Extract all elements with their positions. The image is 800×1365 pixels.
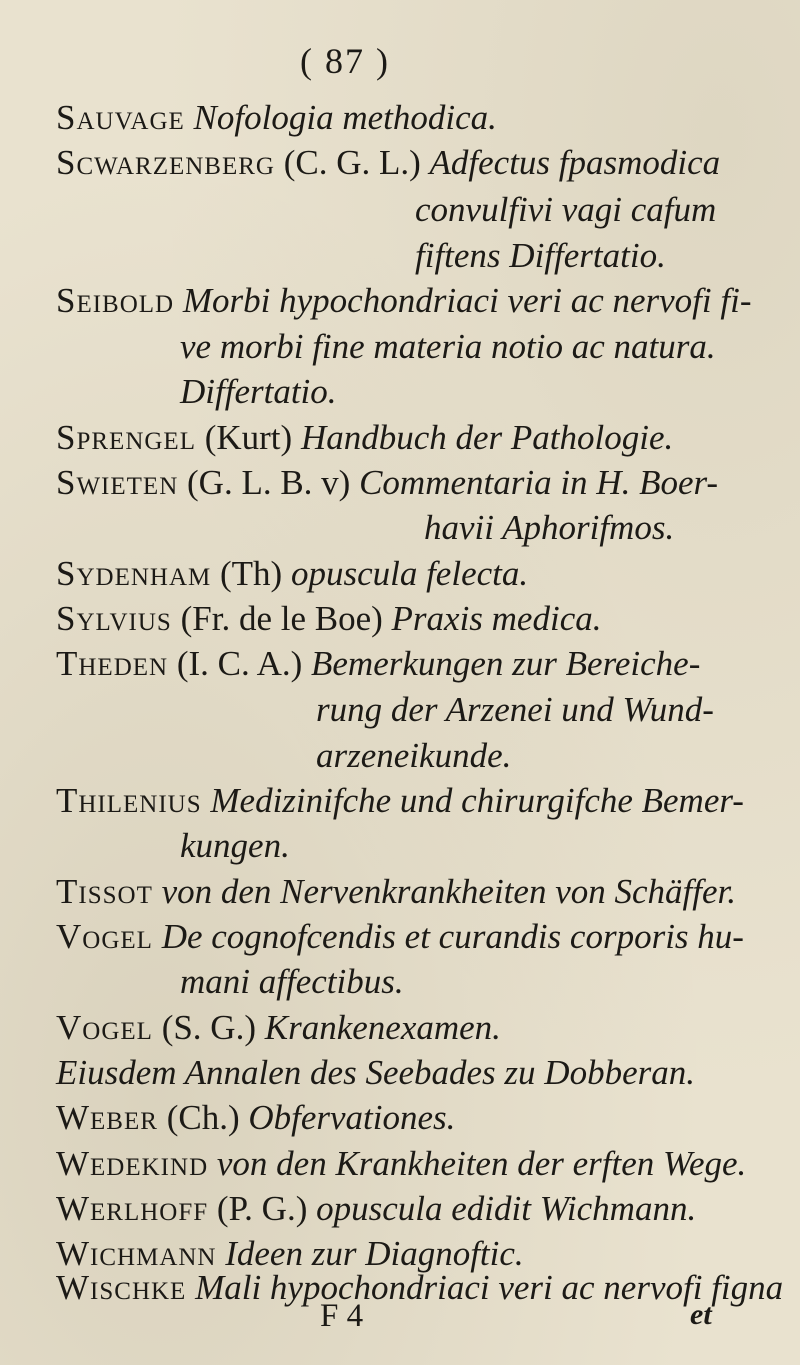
- entry-line: [56, 919, 744, 954]
- catchword: et: [690, 1298, 712, 1331]
- page-number: ( 87 ): [300, 41, 390, 81]
- entry-line: [56, 601, 601, 636]
- entry-author: Wedekind: [56, 1144, 209, 1183]
- entry-line: arzeneikunde.: [316, 736, 512, 775]
- entry-extra: (C. G. L.): [283, 143, 421, 182]
- entry-title: Nofologia methodica.: [193, 98, 497, 137]
- entry-author: Sprengel: [56, 418, 196, 457]
- entry-author: Swieten: [56, 463, 179, 502]
- entry-line: [56, 465, 718, 500]
- entry-title: Obfervationes.: [248, 1098, 456, 1137]
- entry-line: ve morbi fine materia notio ac natura.: [180, 327, 716, 366]
- entry-author: Vogel: [56, 917, 153, 956]
- entry-extra: (G. L. B. v): [187, 463, 351, 502]
- entry-line: rung der Arzenei und Wund-: [316, 690, 714, 729]
- entry-author: Tissot: [56, 872, 153, 911]
- entry-extra: (Kurt): [204, 418, 293, 457]
- entry-author: Weber: [56, 1098, 158, 1137]
- entry-line: Eiusdem Annalen des Seebades zu Dobberan.: [56, 1053, 695, 1092]
- entry-line: [56, 1100, 455, 1135]
- entry-line: [56, 420, 673, 455]
- entry-line: havii Aphorifmos.: [424, 508, 675, 547]
- entry-line: [56, 1010, 501, 1045]
- entry-title: Bemerkungen zur Bereiche-: [311, 644, 701, 683]
- entry-title: von den Nervenkrankheiten von Schäffer.: [161, 872, 736, 911]
- entry-title: opuscula edidit Wichmann.: [316, 1189, 697, 1228]
- entry-title: Morbi hypochondriaci veri ac nervofi fi-: [182, 281, 752, 320]
- entry-title: Krankenexamen.: [264, 1008, 501, 1047]
- entry-extra: (Ch.): [166, 1098, 240, 1137]
- entry-author: Werlhoff: [56, 1189, 209, 1228]
- entry-line: kungen.: [180, 826, 290, 865]
- entry-title: Praxis medica.: [391, 599, 602, 638]
- entry-extra: (Fr. de le Boe): [180, 599, 383, 638]
- entry-line: [56, 646, 700, 681]
- entry-author: Scwarzenberg: [56, 143, 275, 182]
- entry-line: [56, 283, 752, 318]
- entry-author: Vogel: [56, 1008, 153, 1047]
- entry-extra: (Th): [220, 554, 283, 593]
- entry-title: Ideen zur Diagnoftic.: [225, 1234, 524, 1273]
- entry-title: Commentaria in H. Boer-: [359, 463, 719, 502]
- entry-author: Seibold: [56, 281, 175, 320]
- entry-title: Mali hypochondriaci veri ac nervofi figna: [195, 1268, 784, 1307]
- entry-line: fiftens Differtatio.: [415, 236, 666, 275]
- entry-author: Sauvage: [56, 98, 185, 137]
- entry-author: Sydenham: [56, 554, 212, 593]
- entry-title: Handbuch der Pathologie.: [300, 418, 674, 457]
- entry-extra: (P. G.): [216, 1189, 308, 1228]
- entry-line: [56, 1236, 524, 1271]
- entry-line: [56, 100, 497, 135]
- signature-mark: F 4: [320, 1298, 364, 1334]
- entry-line: mani affectibus.: [180, 962, 404, 1001]
- entry-extra: (S. G.): [161, 1008, 256, 1047]
- entry-line: [56, 874, 736, 909]
- entry-title: Medizinifche und chirurgifche Bemer-: [210, 781, 744, 820]
- entry-line: convulfivi vagi cafum: [415, 190, 717, 229]
- entry-line: Differtatio.: [180, 372, 337, 411]
- entry-line: [56, 145, 720, 180]
- entry-author: Wichmann: [56, 1234, 217, 1273]
- entry-title: De cognofcendis et curandis corporis hu-: [161, 917, 744, 956]
- entry-line: [56, 1146, 746, 1181]
- entry-author: Wischke: [56, 1268, 187, 1307]
- entry-line: [56, 783, 744, 818]
- entry-line: [56, 556, 528, 591]
- entry-author: Theden: [56, 644, 169, 683]
- entry-author: Sylvius: [56, 599, 172, 638]
- entry-author: Thilenius: [56, 781, 202, 820]
- entry-title: von den Krankheiten der erften Wege.: [216, 1144, 747, 1183]
- entry-title: opuscula felecta.: [290, 554, 529, 593]
- entry-title: Adfectus fpasmodica: [429, 143, 721, 182]
- entry-line: [56, 1191, 696, 1226]
- entry-line: [56, 1270, 783, 1305]
- entry-extra: (I. C. A.): [176, 644, 303, 683]
